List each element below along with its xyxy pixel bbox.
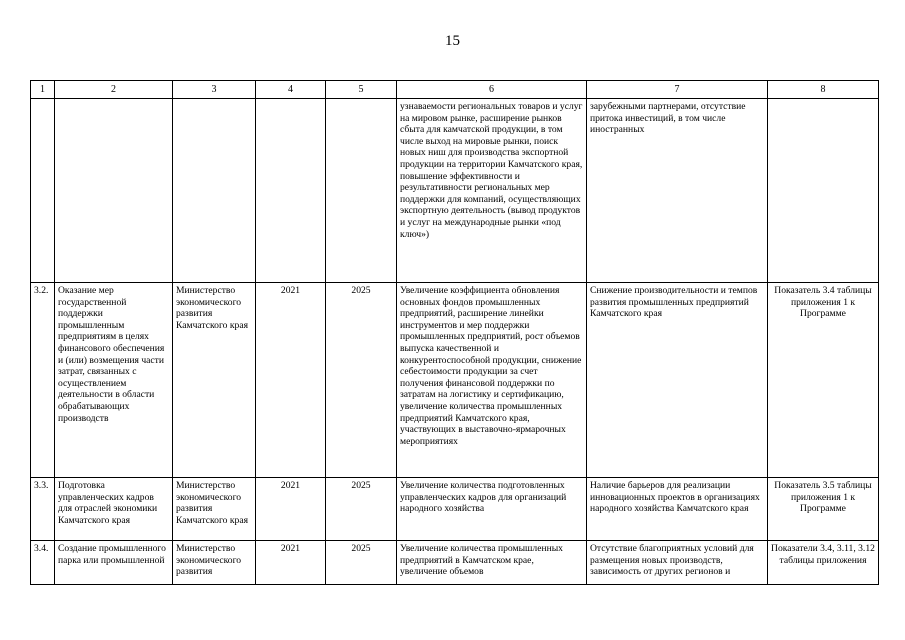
measure-start-year xyxy=(256,99,326,283)
program-measures-table xyxy=(30,80,879,585)
column-header: 8 xyxy=(768,81,879,99)
measure-number: 3.4. xyxy=(31,541,55,585)
measure-start-year: 2021 xyxy=(256,283,326,478)
measure-number xyxy=(31,99,55,283)
measure-executor: Министерство экономического развития xyxy=(173,541,256,585)
measure-end-year xyxy=(326,99,397,283)
measure-expected-result: Увеличение количества подготовленных управленческих кадров для организаций народного хозяйства xyxy=(397,478,587,541)
measure-indicator xyxy=(768,99,879,283)
column-header: 4 xyxy=(256,81,326,99)
measure-expected-result: узнаваемости региональных товаров и услуг на мировом рынке, расширение рынков сбыта для камчатской продукции, в том числе выход на мировые рынки, поиск новых ниш для производства экспортной продукции на территории Камчатского края, повышение эффективности и результативности региональных мер поддержки для компаний, осуществляющих экспортную деятельность (вывод продуктов и услуг на международные рынки «под ключ») xyxy=(397,99,587,283)
table-row xyxy=(31,283,879,478)
measure-consequences: зарубежными партнерами, отсутствие притока инвестиций, в том числе иностранных xyxy=(587,99,768,283)
column-header: 1 xyxy=(31,81,55,99)
column-header: 2 xyxy=(55,81,173,99)
column-header: 7 xyxy=(587,81,768,99)
measure-executor: Министерство экономического развития Камчатского края xyxy=(173,478,256,541)
measure-indicator: Показатель 3.4 таблицы приложения 1 к Программе xyxy=(768,283,879,478)
column-header: 3 xyxy=(173,81,256,99)
measure-expected-result: Увеличение коэффициента обновления основных фондов промышленных предприятий, расширение линейки инструментов и мер поддержки промышленных предприятий, рост объемов выпуска качественной и конкурентоспособной продукции, снижение себестоимости продукции за счет получения финансовой поддержки по затратам на логистику и сертификацию, увеличение количества промышленных предприятий Камчатского края, участвующих в выставочно-ярмарочных мероприятиях xyxy=(397,283,587,478)
table-row xyxy=(31,99,879,283)
measure-consequences: Наличие барьеров для реализации инновационных проектов в организациях народного хозяйства Камчатского края xyxy=(587,478,768,541)
measure-name: Подготовка управленческих кадров для отраслей экономики Камчатского края xyxy=(55,478,173,541)
table-row xyxy=(31,541,879,585)
page-number: 15 xyxy=(445,33,460,49)
measure-name xyxy=(55,99,173,283)
measure-consequences: Снижение производительности и темпов развития промышленных предприятий Камчатского края xyxy=(587,283,768,478)
measure-end-year: 2025 xyxy=(326,541,397,585)
measure-start-year: 2021 xyxy=(256,541,326,585)
measure-name: Оказание мер государственной поддержки промышленным предприятиям в целях финансового обеспечения и (или) возмещения части затрат, связанных с осуществлением деятельности в области обрабатывающих производств xyxy=(55,283,173,478)
table-header-row xyxy=(31,81,879,99)
measure-end-year: 2025 xyxy=(326,283,397,478)
measure-indicator: Показатель 3.5 таблицы приложения 1 к Программе xyxy=(768,478,879,541)
measure-consequences: Отсутствие благоприятных условий для размещения новых производств, зависимость от других регионов и xyxy=(587,541,768,585)
measure-expected-result: Увеличение количества промышленных предприятий в Камчатском крае, увеличение объемов xyxy=(397,541,587,585)
measure-number: 3.2. xyxy=(31,283,55,478)
measure-number: 3.3. xyxy=(31,478,55,541)
measure-executor xyxy=(173,99,256,283)
column-header: 6 xyxy=(397,81,587,99)
column-header: 5 xyxy=(326,81,397,99)
measure-start-year: 2021 xyxy=(256,478,326,541)
measure-indicator: Показатели 3.4, 3.11, 3.12 таблицы приложения xyxy=(768,541,879,585)
table-row xyxy=(31,478,879,541)
measure-name: Создание промышленного парка или промышленной xyxy=(55,541,173,585)
measure-end-year: 2025 xyxy=(326,478,397,541)
measure-executor: Министерство экономического развития Камчатского края xyxy=(173,283,256,478)
